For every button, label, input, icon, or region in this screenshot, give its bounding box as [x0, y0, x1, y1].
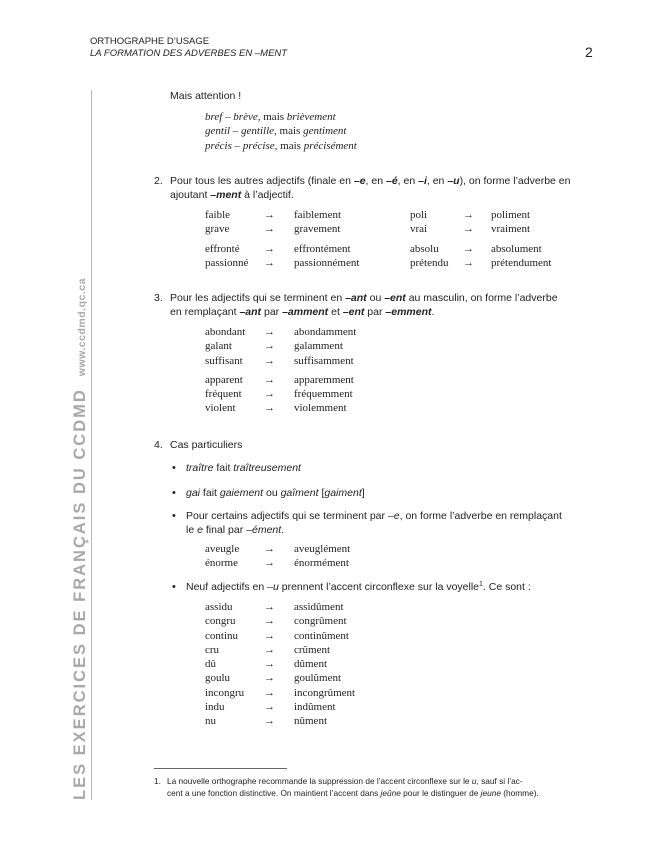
example-row: cru → crûment — [205, 643, 331, 656]
rule-2-text: Pour tous les autres adjectifs (finale en –e, en –é, en –i, en –u), on forme l’adverbe en ajoutant –ment à l’adjectif. — [170, 175, 571, 201]
header-subject: ORTHOGRAPHE D’USAGE — [90, 36, 210, 47]
example-row: passionné → passionnément prétendu → prétendument — [205, 256, 552, 269]
example-row: violent → violemment — [205, 402, 347, 415]
series-title: LES EXERCICES DE FRANÇAIS DU CCDMD — [71, 388, 89, 800]
example-row: indu → indûment — [205, 701, 336, 714]
rule-4-number: 4. — [154, 439, 163, 451]
running-header — [90, 36, 287, 60]
example-row: assidu → assidûment — [205, 601, 344, 613]
example-row: énorme → énormément — [205, 557, 349, 570]
rule-3-number: 3. — [154, 292, 163, 304]
example-row: aveugle → aveuglément — [205, 543, 351, 555]
footnote-ref: 1 — [479, 581, 483, 588]
bullet-icon: • — [172, 581, 176, 593]
rule-2-number: 2. — [154, 175, 163, 187]
rule-4-item-gai: gai fait gaiement ou gaîment [gaiment] — [186, 487, 365, 499]
bullet-icon: • — [172, 510, 176, 522]
attention-example: précis – précise, mais précisément — [205, 139, 357, 152]
rule-3-text: Pour les adjectifs qui se terminent en –ant ou –ent au masculin, on forme l’adverbe en remplaçant –ant par –amment et –ent par –emment. — [170, 292, 558, 318]
example-row: galant → galamment — [205, 340, 343, 353]
rule-4-title: Cas particuliers — [170, 439, 243, 451]
footnote-number: 1. — [154, 776, 161, 786]
rule-3-examples — [205, 325, 405, 416]
example-row: incongru → incongrûment — [205, 686, 356, 699]
attention-example: bref – brève, mais brièvement — [205, 111, 336, 123]
example-row: fréquent → fréquemment — [205, 388, 353, 401]
example-row: dû → dûment — [205, 658, 327, 671]
example-row: apparent → apparemment — [205, 373, 354, 386]
bullet-icon: • — [172, 487, 176, 499]
example-row: congru → congrûment — [205, 615, 347, 628]
rule-4-item-e-final: Pour certains adjectifs qui se terminent par –e, on forme l’adverbe en remplaçant le e final par –ément. — [186, 510, 562, 536]
rule-2-examples — [205, 208, 595, 270]
attention-example: gentil – gentille, mais gentiment — [205, 125, 347, 138]
rule-4-u-examples — [205, 600, 405, 729]
attention-label: Mais attention ! — [170, 90, 242, 102]
header-chapter: LA FORMATION DES ADVERBES EN –MENT — [90, 48, 288, 59]
bullet-icon: • — [172, 462, 176, 474]
example-row: suffisant → suffisamment — [205, 354, 354, 367]
sidebar-title — [71, 278, 90, 800]
rule-4-item-circonflexe: Neuf adjectifs en –u prennent l’accent circonflexe sur la voyelle$^1$. Ce sont : — [186, 581, 531, 593]
example-row: nu → nûment — [205, 715, 327, 728]
sidebar-divider — [91, 90, 92, 800]
example-row: effronté → effrontément absolu → absolument — [205, 242, 542, 255]
website-url: www.ccdmd.qc.ca — [76, 278, 88, 377]
example-row: faible → faiblement poli → poliment — [205, 209, 531, 221]
page-number: 2 — [585, 44, 593, 60]
rule-4-item-traitre: traître fait traîtreusement — [186, 462, 301, 474]
example-row: continu → continûment — [205, 629, 349, 642]
example-row: grave → gravement vrai → vraiment — [205, 223, 531, 236]
example-row: abondant → abondamment — [205, 326, 357, 338]
rule-4-e-examples — [205, 542, 405, 571]
footnote-divider — [154, 768, 287, 769]
attention-examples — [205, 110, 357, 153]
example-row: goulu → goulûment — [205, 672, 342, 685]
footnote: 1. La nouvelle orthographe recommande la suppression de l’accent circonflexe sur le u, sauf si l’ac- cent a une fonction distinctive. On maintient l’accent dans jeûne pour le distinguer de jeune (homme). — [154, 776, 539, 798]
